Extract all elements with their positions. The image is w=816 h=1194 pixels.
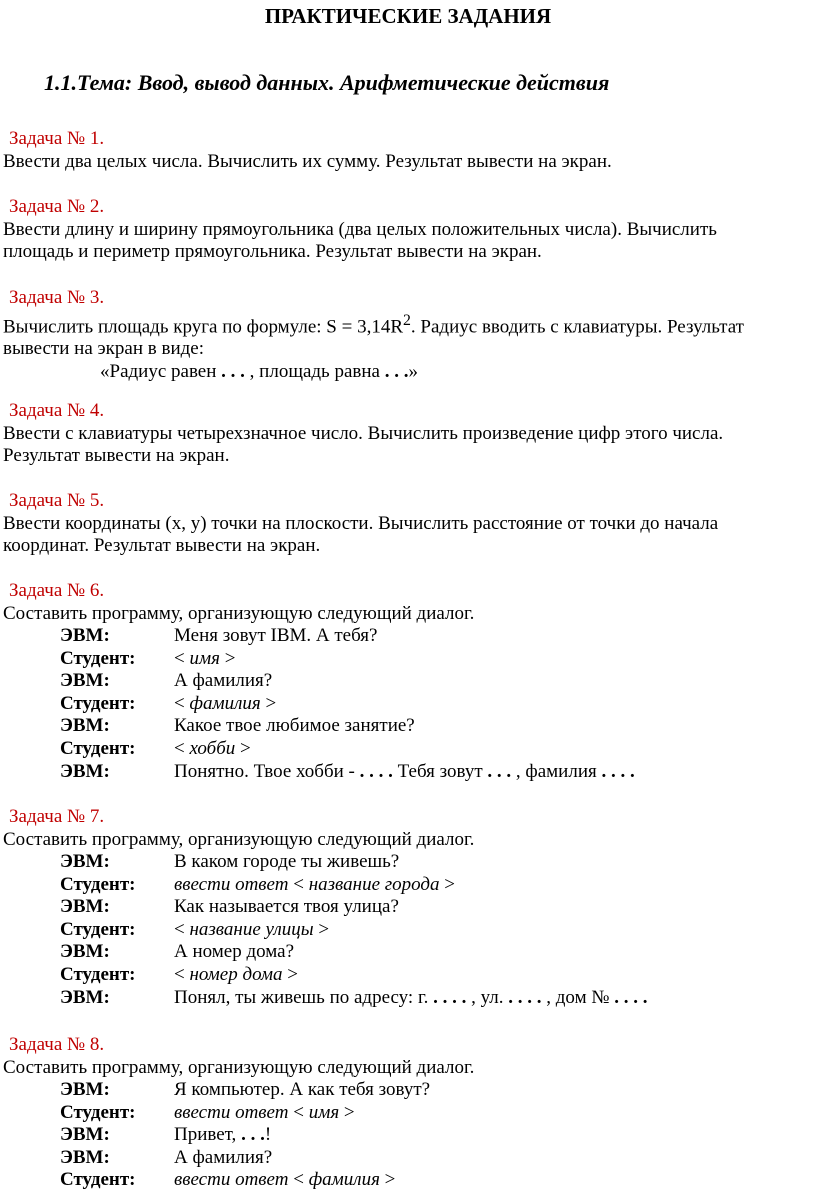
line: Понятно. Твое хобби - . . . . Тебя зовут . . . , фамилия . . . .	[174, 760, 635, 782]
speaker: Студент:	[60, 692, 136, 714]
speaker: Студент:	[60, 1101, 136, 1123]
line: А номер дома?	[174, 941, 295, 963]
dialog-row	[60, 1169, 430, 1192]
dialog-row	[60, 1124, 430, 1147]
task-text: Ввести длину и ширину прямоугольника (два целых положительных числа). Вычислить	[3, 218, 717, 240]
task-heading: Задача № 2.	[9, 196, 105, 217]
task-1	[0, 128, 612, 173]
formula-text: Вычислить площадь круга по формуле: S = 3,14R	[3, 315, 403, 337]
task-text: Составить программу, организующую следующий диалог.	[3, 602, 475, 624]
speaker: ЭВМ:	[60, 1079, 110, 1100]
task-text: Ввести с клавиатуры четырехзначное число. Вычислить произведение цифр этого числа.	[3, 422, 724, 444]
task-7	[0, 806, 647, 1009]
output-text: , площадь равна	[244, 360, 385, 382]
speaker: Студент:	[60, 1169, 136, 1191]
page-title: ПРАКТИЧЕСКИЕ ЗАДАНИЯ	[264, 4, 552, 28]
speaker: ЭВМ:	[60, 625, 110, 646]
task-text: координат. Результат вывести на экран.	[3, 535, 321, 556]
placeholder-dots: . . .	[384, 360, 409, 382]
dialog-row	[60, 851, 647, 874]
task-text-cont: . Радиус вводить с клавиатуры. Результат	[410, 315, 744, 337]
line: А фамилия?	[174, 670, 273, 692]
dialog-row	[60, 648, 635, 671]
line: ввести ответ < название города >	[174, 873, 455, 895]
dialog-row	[60, 625, 635, 648]
dialog-row	[60, 987, 647, 1010]
dialog-row	[60, 715, 635, 738]
dialog-row	[60, 896, 647, 919]
speaker: ЭВМ:	[60, 670, 110, 692]
task-heading: Задача № 5.	[9, 490, 105, 511]
task-6	[0, 580, 635, 783]
speaker: ЭВМ:	[60, 986, 110, 1008]
placeholder-dots: . . .	[221, 360, 245, 382]
output-text: »	[408, 360, 418, 382]
task-text: Составить программу, организующую следующий диалог.	[3, 828, 475, 850]
dialog-row	[60, 693, 635, 716]
output-text: «Радиус равен	[100, 360, 222, 382]
task-text: площадь и периметр прямоугольника. Результат вывести на экран.	[3, 241, 542, 262]
dialog-row	[60, 1147, 430, 1170]
task-5	[0, 490, 718, 558]
task-text: Составить программу, организующую следующий диалог.	[3, 1056, 475, 1078]
line: < название улицы >	[174, 918, 330, 940]
line: < хобби >	[174, 737, 251, 759]
task-heading: Задача № 3.	[9, 287, 105, 308]
dialog-row	[60, 761, 635, 784]
line: А фамилия?	[174, 1146, 273, 1168]
task-3	[0, 287, 744, 383]
speaker: Студент:	[60, 647, 136, 669]
line: Я компьютер. А как тебя зовут?	[174, 1079, 431, 1100]
dialog-table	[60, 1079, 430, 1192]
line: Меня зовут IBM. А тебя?	[174, 625, 378, 646]
dialog-table	[60, 625, 635, 783]
speaker: ЭВМ:	[60, 1124, 110, 1146]
task-heading: Задача № 6.	[9, 580, 105, 601]
line: Понял, ты живешь по адресу: г. . . . . , ул. . . . . , дом № . . . .	[174, 986, 648, 1008]
dialog-table	[60, 851, 647, 1009]
line: В каком городе ты живешь?	[174, 851, 400, 872]
task-8	[0, 1034, 474, 1192]
dialog-row	[60, 874, 647, 897]
line: Как называется твоя улица?	[174, 896, 399, 918]
dialog-row	[60, 919, 647, 942]
task-text	[0, 310, 744, 339]
task-heading: Задача № 7.	[9, 806, 105, 827]
dialog-row	[60, 964, 647, 987]
task-heading: Задача № 8.	[9, 1034, 105, 1055]
output-format	[0, 361, 744, 384]
task-text: Результат вывести на экран.	[3, 445, 230, 466]
speaker: ЭВМ:	[60, 941, 110, 963]
task-2	[0, 196, 717, 264]
speaker: ЭВМ:	[60, 715, 110, 737]
task-heading: Задача № 1.	[9, 128, 105, 149]
dialog-row	[60, 670, 635, 693]
speaker: Студент:	[60, 918, 136, 940]
line: Привет, . . .!	[174, 1124, 272, 1146]
line: < имя >	[174, 647, 236, 669]
task-text: Ввести координаты (x, y) точки на плоскости. Вычислить расстояние от точки до начала	[3, 512, 719, 534]
line: ввести ответ < фамилия >	[174, 1169, 396, 1191]
topic-heading: 1.1.Тема: Ввод, вывод данных. Арифметические действия	[44, 70, 610, 95]
task-text: вывести на экран в виде:	[3, 338, 204, 360]
line: < номер дома >	[174, 963, 298, 985]
speaker: ЭВМ:	[60, 1146, 110, 1168]
dialog-row	[60, 738, 635, 761]
line: ввести ответ < имя >	[174, 1101, 355, 1123]
speaker: ЭВМ:	[60, 760, 110, 782]
formula-exponent: 2	[403, 311, 411, 329]
speaker: Студент:	[60, 737, 136, 759]
dialog-row	[60, 941, 647, 964]
speaker: ЭВМ:	[60, 896, 110, 918]
task-heading: Задача № 4.	[9, 400, 105, 421]
dialog-row	[60, 1079, 430, 1102]
task-text: Ввести два целых числа. Вычислить их сумму. Результат вывести на экран.	[3, 150, 612, 172]
speaker: Студент:	[60, 963, 136, 985]
task-4	[0, 400, 723, 468]
speaker: ЭВМ:	[60, 851, 110, 872]
line: Какое твое любимое занятие?	[174, 715, 415, 737]
dialog-row	[60, 1102, 430, 1125]
line: < фамилия >	[174, 692, 277, 714]
speaker: Студент:	[60, 873, 136, 895]
